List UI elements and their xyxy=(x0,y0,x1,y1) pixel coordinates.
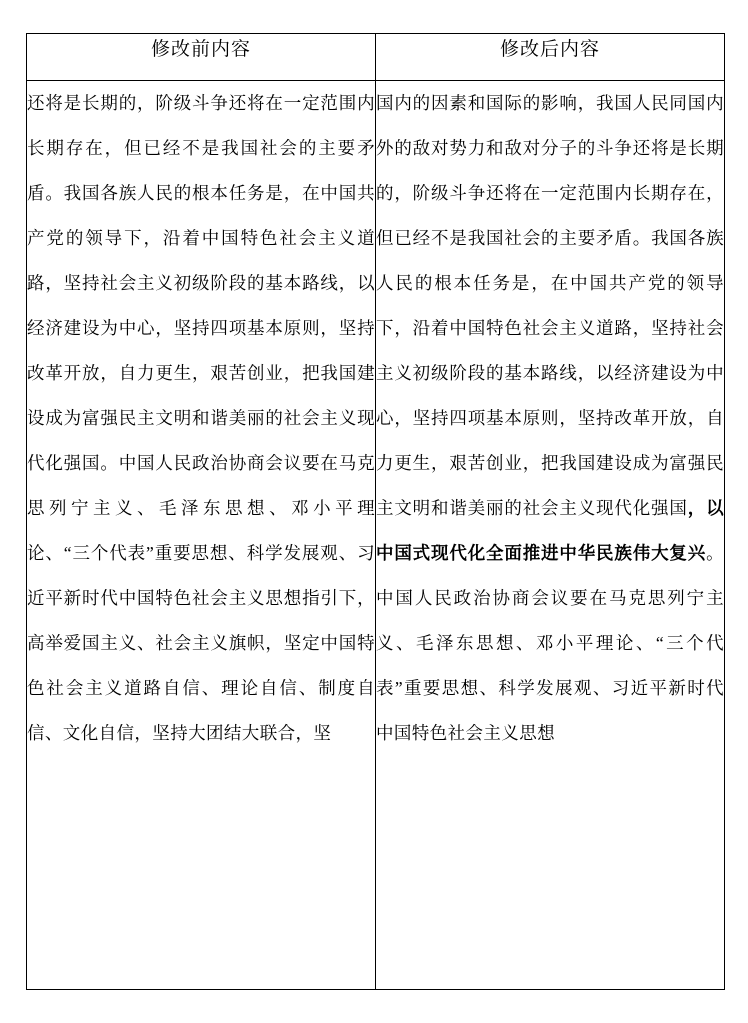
after-text-part1: 国内的因素和国际的影响，我国人民同国内外的敌对势力和敌对分子的斗争还将是长期的，阶级斗争还将在一定范围内长期存在，但已经不是我国社会的主要矛盾。我国各族人民的根本任务是，在中国共产党的领导下，沿着中国特色社会主义道路，坚持社会主义初级阶段的基本路线，以经济建设为中心，坚持四项基本原则，坚持改革开放，自力更生，艰苦创业，把我国建设成为富强民主文明和谐美丽的社会主义现代化强国 xyxy=(376,93,724,518)
cell-after-content xyxy=(376,81,725,990)
comparison-table xyxy=(26,33,725,990)
table-header-row xyxy=(27,34,725,81)
cell-before-content xyxy=(27,81,376,990)
table-row xyxy=(27,81,725,990)
column-header-before: 修改前内容 xyxy=(27,34,376,81)
after-paragraph xyxy=(376,81,724,756)
column-header-after: 修改后内容 xyxy=(376,34,725,81)
after-text-part2: 。中国人民政治协商会议要在马克思列宁主义、毛泽东思想、邓小平理论、“三个代表”重要思想、科学发展观、习近平新时代中国特色社会主义思想 xyxy=(376,543,724,743)
before-paragraph: 还将是长期的，阶级斗争还将在一定范围内长期存在，但已经不是我国社会的主要矛盾。我国各族人民的根本任务是，在中国共产党的领导下，沿着中国特色社会主义道路，坚持社会主义初级阶段的基本路线，以经济建设为中心，坚持四项基本原则，坚持改革开放，自力更生，艰苦创业，把我国建设成为富强民主文明和谐美丽的社会主义现代化强国。中国人民政治协商会议要在马克思列宁主义、毛泽东思想、邓小平理论、“三个代表”重要思想、科学发展观、习近平新时代中国特色社会主义思想指引下，高举爱国主义、社会主义旗帜，坚定中国特色社会主义道路自信、理论自信、制度自信、文化自信，坚持大团结大联合，坚 xyxy=(27,93,375,743)
after-text-inserted: ，以中国式现代化全面推进中华民族伟大复兴 xyxy=(376,498,724,563)
